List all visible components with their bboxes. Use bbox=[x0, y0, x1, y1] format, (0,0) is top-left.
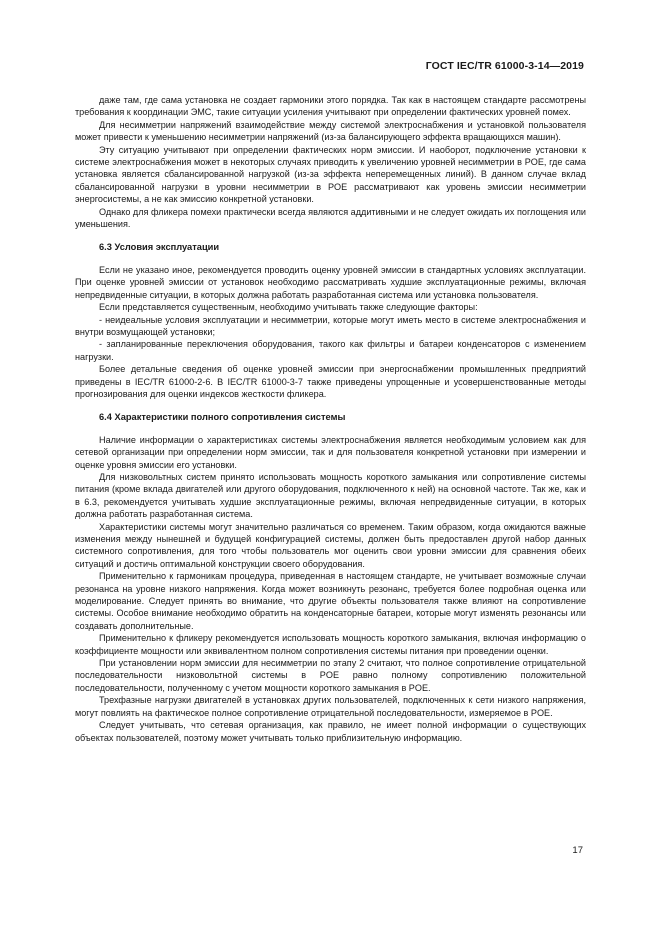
page-number: 17 bbox=[572, 845, 583, 856]
section-heading-6-4: 6.4 Характеристики полного сопротивления системы bbox=[99, 412, 346, 423]
paragraph: Следует учитывать, что сетевая организация, как правило, не имеет полной информации о существующих объектах пользователей, поэтому может учитывать только приблизительную информацию. bbox=[75, 720, 586, 743]
paragraph: Более детальные сведения об оценке уровней эмиссии при энергоснабжении промышленных предприятий приведены в IEC/TR 61000-2-6. В IEC/TR 61000-3-7 также приведены упрощенные и усовершенствованные методы прогнозирования для оценки индексов жесткости фликера. bbox=[75, 364, 586, 399]
page-content bbox=[75, 94, 586, 744]
paragraph: Эту ситуацию учитывают при определении фактических норм эмиссии. И наоборот, подключение установки к системе электроснабжения может в некоторых случаях приводить к увеличению уровней несимметрии в POE, где сама установка является сбалансированной нагрузкой (из-за эффекта неперемещенных линий). В данном случае вклад сбалансированной нагрузки в уровни несимметрии в POE рассматривают как уровень эмиссии несимметрии энергосистемы, а не как эмиссию конкретной установки. bbox=[75, 144, 586, 205]
paragraph: Применительно к фликеру рекомендуется использовать мощность короткого замыкания, включая информацию о коэффициенте мощности или эквивалентном полном сопротивления системы питания при проведении оценки. bbox=[75, 633, 586, 656]
paragraph: Однако для фликера помехи практически всегда являются аддитивными и не следует ожидать их поглощения или уменьшения. bbox=[75, 206, 586, 230]
list-item: - неидеальные условия эксплуатации и несимметрии, которые могут иметь место в системе электроснабжения и внутри возмущающей установки; bbox=[75, 314, 586, 337]
paragraph: Если не указано иное, рекомендуется проводить оценку уровней эмиссии в стандартных условиях эксплуатации. При оценке уровней эмиссии от установок необходимо рассматривать худшие эксплуатационные режимы, включая непредвиденные ситуации, в которых должна работать разработанная система или установка пользователя. bbox=[75, 264, 586, 300]
section-heading-6-3: 6.3 Условия эксплуатации bbox=[99, 242, 220, 253]
paragraph: Трехфазные нагрузки двигателей в установках других пользователей, подключенных к сети низкого напряжения, могут повлиять на фактическое полное сопротивление отрицательной последовательности, измеряемое в POE. bbox=[75, 695, 586, 718]
document-header: ГОСТ IEC/TR 61000-3-14—2019 bbox=[425, 60, 584, 72]
paragraph: При установлении норм эмиссии для несимметрии по этапу 2 считают, что полное сопротивление отрицательной последовательности низковольтной системы в POE равно полному сопротивлению положительной последовательности, полученному с учетом мощности короткого замыкания в POE. bbox=[75, 658, 586, 693]
paragraph: Применительно к гармоникам процедура, приведенная в настоящем стандарте, не учитывает возможные случаи резонанса на уровне низкого напряжения. Когда может возникнуть резонанс, требуется более подробная оценка или моделирование. Следует принять во внимание, что другие объекты пользователя также влияют на сопротивление системы. Особое внимание необходимо обратить на конденсаторные батареи, которые могут изменять резонансы или создавать дополнительные. bbox=[75, 571, 586, 631]
paragraph: Наличие информации о характеристиках системы электроснабжения является необходимым условием как для сетевой организации при определении норм эмиссии, так и для пользователя конкретной установки при измерении и оценке уровня эмиссии его установки. bbox=[75, 434, 586, 470]
paragraph: Для несимметрии напряжений взаимодействие между системой электроснабжения и установкой пользователя может привести к уменьшению несимметрии напряжений (из-за балансирующего эффекта вращающихся машин). bbox=[75, 119, 586, 143]
paragraph: даже там, где сама установка не создает гармоники этого порядка. Так как в настоящем стандарте рассмотрены требования к координации ЭМС, такие ситуации усиления учитывают при определении фактических уровней помех. bbox=[75, 95, 586, 118]
paragraph: Для низковольтных систем принято использовать мощность короткого замыкания или сопротивление системы питания (кроме вклада двигателей или другого оборудования, подключенного к ней) на основной частоте. Так же, как и в 6.3, рекомендуется учитывать худшие эксплуатационные режимы, включая непредвиденные ситуации, в которых должна работать разработанная система. bbox=[75, 471, 586, 520]
paragraph: Если представляется существенным, необходимо учитывать также следующие факторы: bbox=[99, 302, 478, 313]
paragraph: Характеристики системы могут значительно различаться со временем. Таким образом, когда ожидаются важные изменения между нынешней и будущей конфигурацией системы, должен быть предоставлен другой набор данных системного сопротивления, для того чтобы пользователь мог оценить свои уровни эмиссии для сравнения обеих ситуаций и достичь оптимальной конструкции своего оборудования. bbox=[75, 521, 586, 569]
list-item: - запланированные переключения оборудования, такого как фильтры и батареи конденсаторов с изменением нагрузки. bbox=[75, 339, 586, 362]
